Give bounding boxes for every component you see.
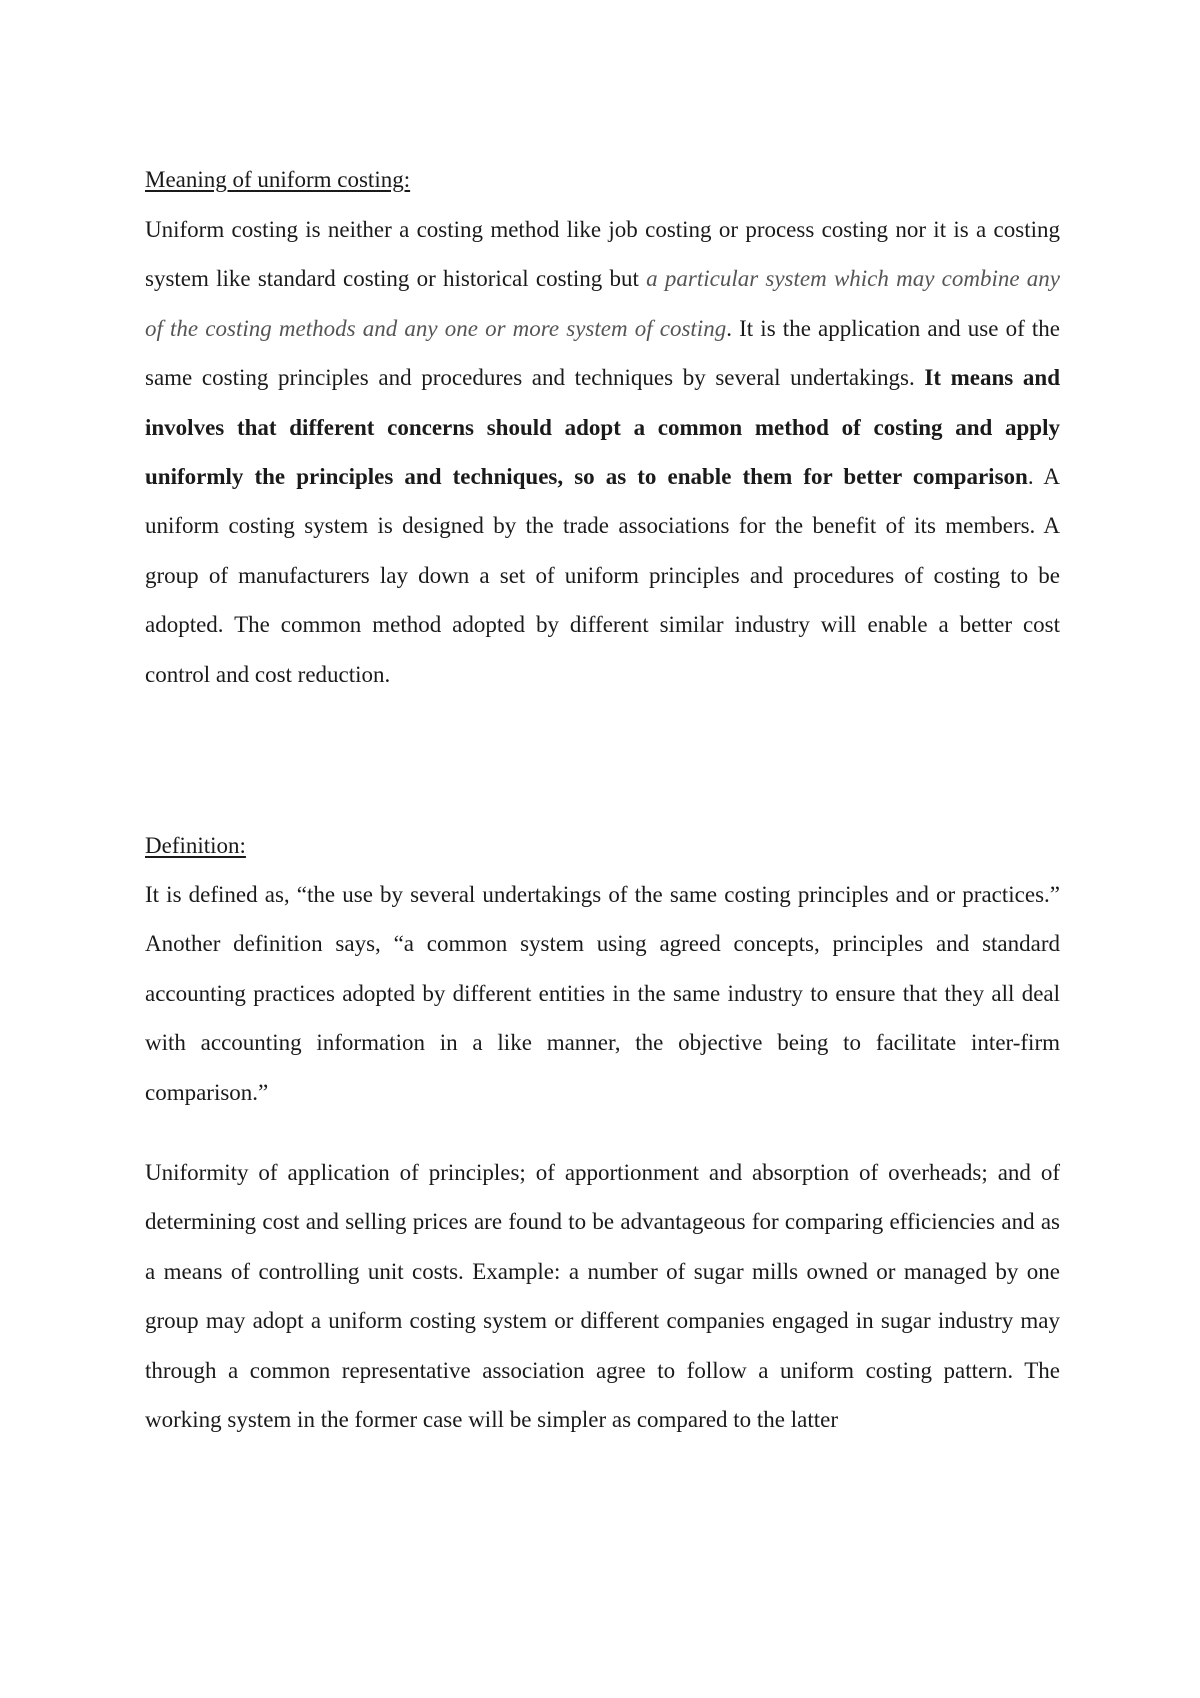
bold-phrase: It means and involves that different concerns should adopt a common method of costing and apply uniformly the principles and techniques, so as to enable them for better comparison	[145, 365, 1061, 490]
italic-phrase: a particular system which may combine any of the costing methods and any one or more system of costing	[145, 266, 1061, 341]
paragraph-meaning	[145, 205, 1060, 699]
paragraph-uniformity: Uniformity of application of principles; of apportionment and absorption of overheads; and of determining cost and selling prices are found to be advantageous for comparing efficiencies and as a means of controlling unit costs. Example: a number of sugar mills owned or managed by one group may adopt a uniform costing system or different companies engaged in sugar industry may through a common representative association agree to follow a uniform costing pattern. The working system in the former case will be simpler as compared to the latter	[145, 1160, 1060, 1433]
section-heading-definition: Definition:	[145, 833, 246, 858]
paragraph-text: . It is the application and use of the same costing principles and procedures and techniques by several undertakings.	[145, 315, 1060, 391]
paragraph-definition: It is defined as, “the use by several undertakings of the same costing principles and or practices.” Another definition says, “a common system using agreed concepts, principles and standard accounting practices adopted by different entities in the same industry to ensure that they all deal with accounting information in a like manner, the objective being to facilitate inter-firm comparison.”	[145, 882, 1060, 1105]
section-heading-meaning: Meaning of uniform costing:	[145, 167, 411, 192]
paragraph-text: . A uniform costing system is designed by the trade associations for the benefit of its members. A group of manufacturers lay down a set of uniform principles and procedures of costing to be adopted. The common method adopted by different similar industry will enable a better cost control and cost reduction.	[145, 464, 1061, 687]
paragraph-text: Uniform costing is neither a costing method like job costing or process costing nor it is a costing system like standard costing or historical costing but	[145, 217, 1060, 292]
